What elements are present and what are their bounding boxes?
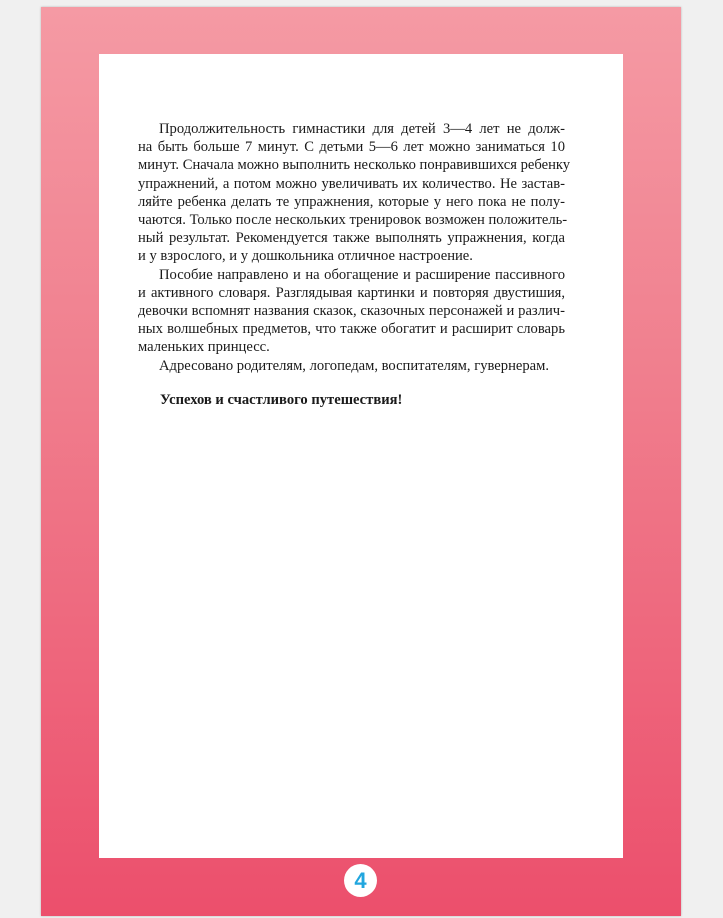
text-line: ных волшебных предметов, что также обогатит и расширит словарь: [138, 321, 565, 338]
page-number-badge: 4: [344, 864, 377, 897]
text-line: ный результат. Рекомендуется также выполнять упражнения, когда: [138, 230, 565, 247]
text-line: чаются. Только после нескольких тренировок возможен положитель-: [138, 212, 568, 229]
book-page: [41, 7, 681, 916]
text-line: упражнений, а потом можно увеличивать их количество. Не застав-: [138, 175, 565, 192]
text-line: и активного словаря. Разглядывая картинки и повторяя двустишия,: [138, 284, 565, 301]
closing-wish: Успехов и счастливого путешествия!: [160, 392, 403, 408]
text-line: маленьких принцесс.: [138, 339, 270, 356]
text-line: Пособие направлено и на обогащение и расширение пассивного: [159, 266, 565, 283]
text-line: Адресовано родителям, логопедам, воспитателям, гувернерам.: [159, 357, 550, 374]
text-line: минут. Сначала можно выполнить несколько понравившихся ребенку: [138, 157, 571, 174]
body-text: [138, 120, 571, 375]
text-line: девочки вспомнят названия сказок, сказочных персонажей и различ-: [138, 303, 565, 320]
text-line: ляйте ребенка делать те упражнения, которые у него пока не полу-: [138, 193, 565, 210]
text-line: и у взрослого, и у дошкольника отличное настроение.: [138, 248, 473, 265]
text-line: Продолжительность гимнастики для детей 3—4 лет не долж-: [159, 121, 565, 137]
text-line: на быть больше 7 минут. С детьми 5—6 лет можно заниматься 10: [138, 139, 565, 156]
